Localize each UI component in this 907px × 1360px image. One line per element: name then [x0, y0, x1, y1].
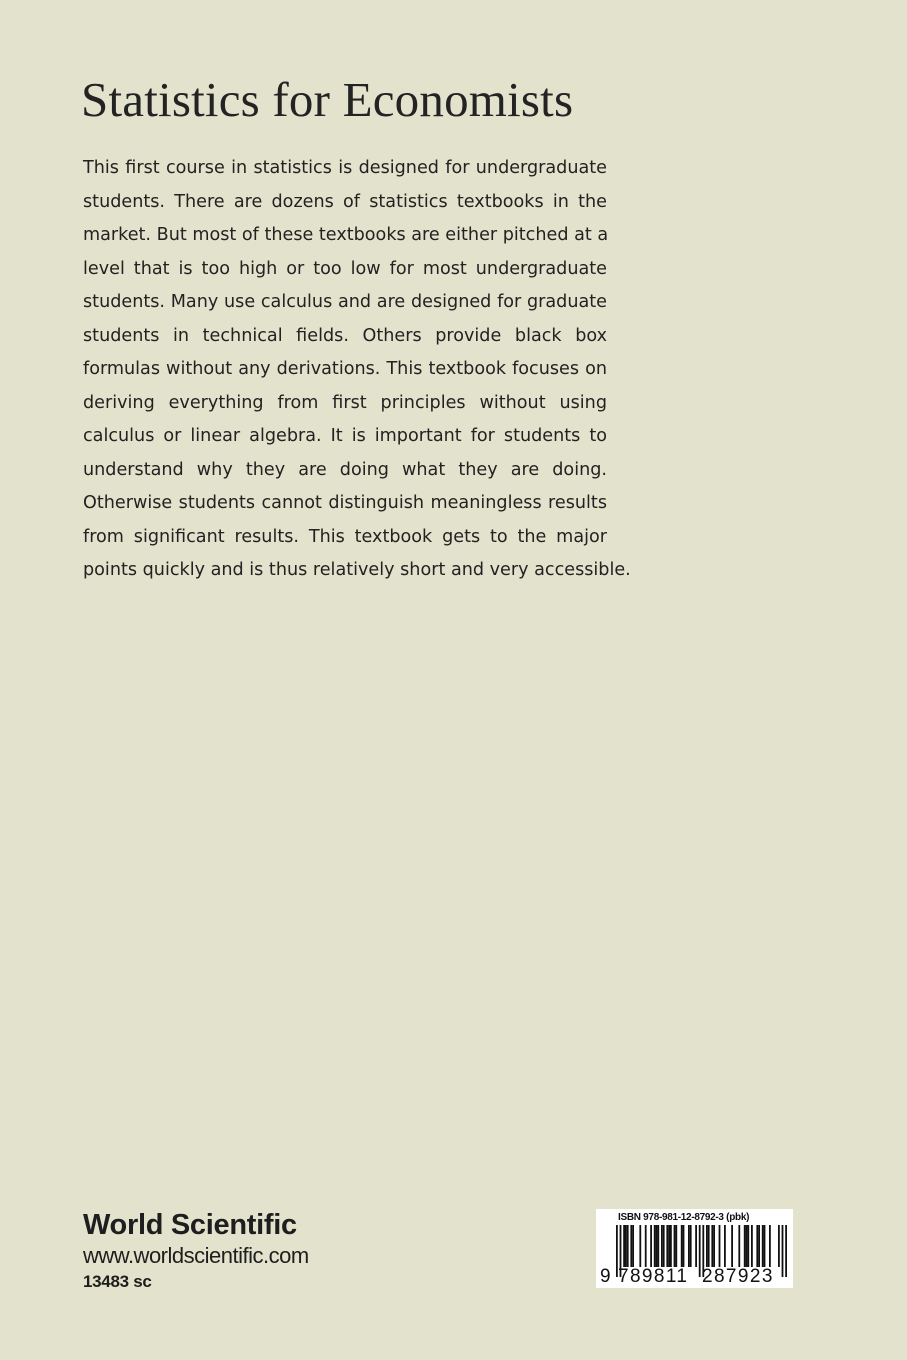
blurb-line: students. Many use calculus and are designed for graduate [83, 292, 607, 312]
blurb-line: Otherwise students cannot distinguish meaningless results [83, 493, 607, 513]
barcode-bar [724, 1225, 726, 1267]
blurb-line: students in technical fields. Others provide black box [83, 325, 607, 346]
barcode-bar [764, 1225, 766, 1267]
barcode-bar [654, 1225, 656, 1267]
blurb-line: level that is too high or too low for most undergraduate [83, 258, 607, 279]
blurb-line: students. There are dozens of statistics textbooks in the [83, 191, 607, 212]
barcode-bar [782, 1225, 784, 1277]
barcode-bar [769, 1225, 771, 1267]
blurb-line: points quickly and is thus relatively short and very accessible. [83, 560, 631, 580]
barcode-bar [656, 1225, 658, 1267]
book-title: Statistics for Economists [81, 72, 574, 127]
barcode-bar [632, 1225, 634, 1267]
barcode-bar [719, 1225, 721, 1267]
publisher-code: 13483 sc [83, 1272, 152, 1291]
isbn-barcode [596, 1209, 793, 1288]
barcode-bar [639, 1225, 641, 1267]
barcode-bar [751, 1225, 753, 1267]
barcode-bar [661, 1225, 663, 1267]
barcode-bar [778, 1225, 780, 1267]
barcode-bar [650, 1225, 652, 1267]
barcode-bar [731, 1225, 733, 1267]
blurb-line: This first course in statistics is designed for undergraduate [83, 158, 607, 178]
barcode-bar [695, 1225, 697, 1267]
barcode-bar [690, 1225, 692, 1267]
barcode-bar [663, 1225, 665, 1267]
barcode-bar [683, 1225, 685, 1267]
barcode-bar [711, 1225, 713, 1267]
blurb-line: from significant results. This textbook gets to the major [83, 526, 607, 547]
barcode-bar [666, 1225, 668, 1267]
isbn-label: ISBN 978-981-12-8792-3 (pbk) [618, 1212, 750, 1223]
barcode-bar [713, 1225, 715, 1267]
barcode-bar [681, 1225, 683, 1267]
publisher-name: World Scientific [83, 1209, 297, 1241]
barcode-bar [746, 1225, 748, 1267]
barcode-bar [674, 1225, 676, 1267]
barcode-bar [744, 1225, 746, 1267]
barcode-bar [623, 1225, 625, 1267]
barcode-bar [630, 1225, 632, 1267]
barcode-bar [762, 1225, 764, 1267]
barcode-digits-left: 789811 [618, 1266, 689, 1287]
barcode-bar [738, 1225, 740, 1267]
back-cover-blurb [83, 152, 631, 588]
barcode-bar [627, 1225, 629, 1267]
publisher-url: www.worldscientific.com [83, 1243, 309, 1268]
barcode-bar [657, 1225, 659, 1267]
barcode-bar [785, 1225, 787, 1277]
barcode-bar [758, 1225, 760, 1267]
publisher-block [83, 1208, 309, 1294]
barcode-bar [699, 1225, 701, 1277]
barcode-bar [645, 1225, 647, 1267]
barcode-bar [675, 1225, 677, 1267]
barcode-bar [708, 1225, 710, 1267]
blurb-line: formulas without any derivations. This textbook focuses on [83, 359, 607, 379]
barcode-bar [756, 1225, 758, 1267]
blurb-line: understand why they are doing what they are doing. [83, 459, 607, 480]
barcode-digit-first: 9 [600, 1266, 611, 1287]
blurb-line: market. But most of these textbooks are either pitched at a [83, 225, 609, 245]
barcode-bar [747, 1225, 749, 1267]
barcode-bar [625, 1225, 627, 1267]
barcode-bar [706, 1225, 708, 1267]
barcode-digits-right: 287923 [702, 1266, 774, 1287]
barcode-bar [668, 1225, 670, 1267]
barcode-bar [670, 1225, 672, 1267]
barcode-bar [688, 1225, 690, 1267]
blurb-line: calculus or linear algebra. It is important for students to [83, 426, 607, 446]
blurb-line: deriving everything from first principles without using [83, 392, 607, 413]
